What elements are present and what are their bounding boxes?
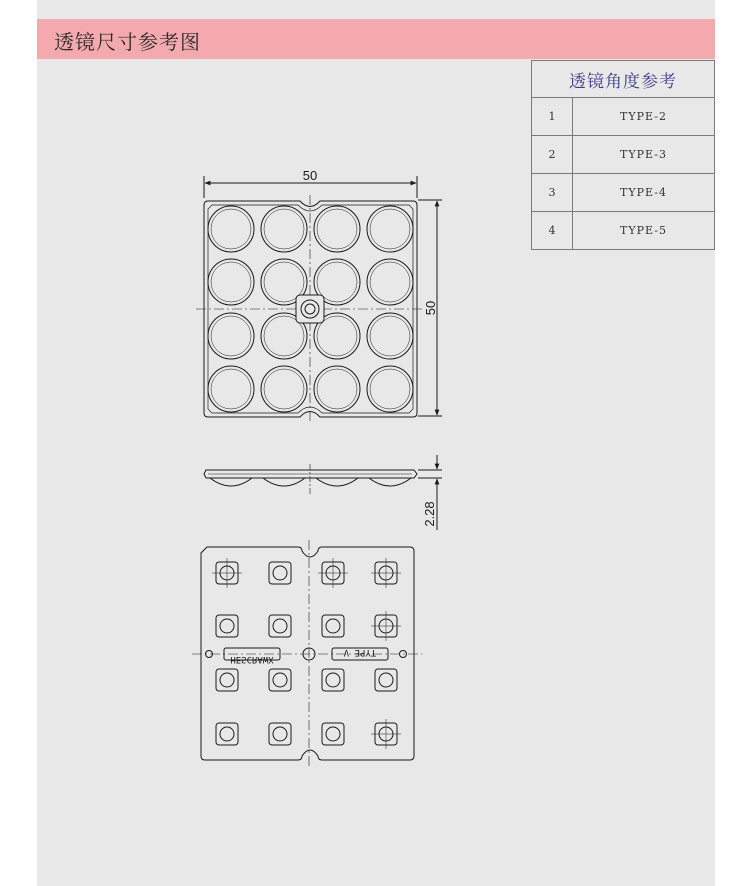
side-view — [204, 455, 442, 530]
page-title: 透镜尺寸参考图 — [54, 30, 201, 54]
table-title: 透镜角度参考 — [532, 61, 715, 98]
thickness-dimension-label: 2.28 — [422, 501, 437, 527]
row-type: TYPE-5 — [573, 212, 715, 250]
row-type: TYPE-2 — [573, 98, 715, 136]
width-dimension-label: 50 — [302, 168, 318, 183]
center-boss — [296, 295, 324, 323]
row-type: TYPE-3 — [573, 136, 715, 174]
bottom-view — [192, 540, 422, 768]
row-index: 3 — [532, 174, 573, 212]
row-index: 1 — [532, 98, 573, 136]
engraved-mark-right: TYPE V — [343, 647, 377, 657]
engraved-mark-left: HESCRAWX — [230, 654, 274, 664]
row-type: TYPE-4 — [573, 174, 715, 212]
row-index: 2 — [532, 136, 573, 174]
top-view — [196, 168, 442, 423]
height-dimension-label: 50 — [423, 300, 438, 316]
row-index: 4 — [532, 212, 573, 250]
